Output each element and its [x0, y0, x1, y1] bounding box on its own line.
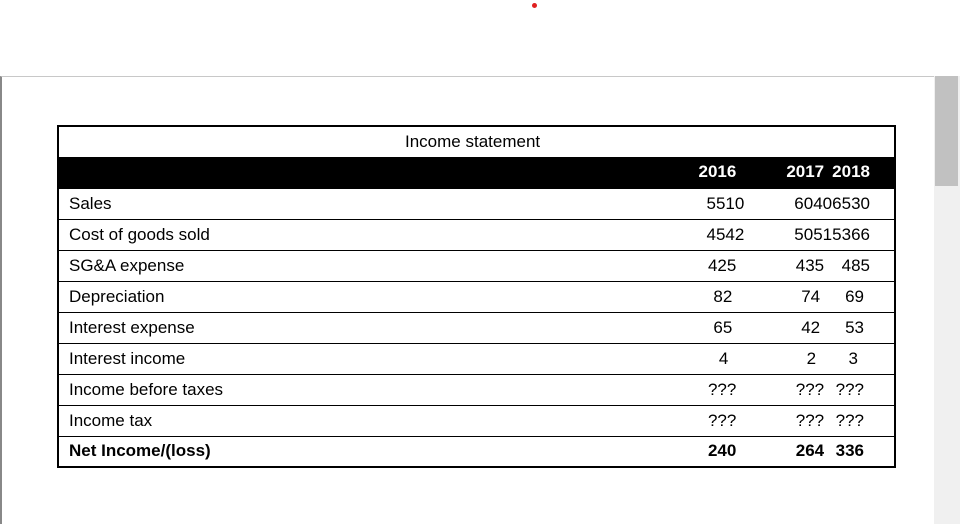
- value-2017: 42: [744, 312, 832, 343]
- row-label: Depreciation: [58, 281, 685, 312]
- value-2017: 2: [744, 343, 832, 374]
- value-2018: ???: [832, 374, 895, 405]
- value-2017: 6040: [744, 188, 832, 219]
- row-label: Cost of goods sold: [58, 219, 685, 250]
- table-row: [58, 281, 895, 312]
- value-2016: ???: [685, 374, 745, 405]
- value-2017: ???: [744, 405, 832, 436]
- table-row: [58, 405, 895, 436]
- row-label: Income before taxes: [58, 374, 685, 405]
- value-2018: 69: [832, 281, 895, 312]
- year-header-2017: 2017: [744, 157, 832, 188]
- year-header-row: [58, 157, 895, 188]
- row-label: Interest income: [58, 343, 685, 374]
- cursor-dot: [532, 3, 537, 8]
- value-2016: 5510: [685, 188, 745, 219]
- row-label: Interest expense: [58, 312, 685, 343]
- table-row: [58, 219, 895, 250]
- scrollbar-thumb[interactable]: [935, 76, 958, 186]
- table-row: [58, 188, 895, 219]
- value-2017: 74: [744, 281, 832, 312]
- value-2016: 4: [685, 343, 745, 374]
- table-row: [58, 312, 895, 343]
- table-row: [58, 250, 895, 281]
- value-2016: 240: [707, 441, 737, 461]
- value-2018: 336: [835, 441, 864, 461]
- value-2018: 53: [832, 312, 895, 343]
- value-2018: 485: [832, 250, 895, 281]
- value-2016: 425: [685, 250, 745, 281]
- value-2016: ???: [685, 405, 745, 436]
- year-header-2016: 2016: [685, 157, 745, 188]
- row-label: Income tax: [58, 405, 685, 436]
- value-2018: 5366: [832, 219, 895, 250]
- row-label: Net Income/(loss): [69, 441, 211, 461]
- header-blank: [58, 157, 685, 188]
- value-2016: 65: [685, 312, 745, 343]
- vertical-scrollbar[interactable]: [934, 76, 960, 524]
- table-row: [58, 343, 895, 374]
- value-2017: 264: [795, 441, 825, 461]
- table-row-total: [58, 436, 895, 467]
- value-2018: 3: [832, 343, 895, 374]
- value-2016: 4542: [685, 219, 745, 250]
- value-2017: 435: [744, 250, 832, 281]
- table-title: Income statement: [405, 132, 541, 151]
- value-2016: 82: [685, 281, 745, 312]
- value-2017: ???: [744, 374, 832, 405]
- table-row: [58, 374, 895, 405]
- year-header-2018: 2018: [832, 157, 895, 188]
- value-2018: 6530: [832, 188, 895, 219]
- table-title-row: [58, 126, 895, 157]
- income-statement-table: [57, 125, 896, 468]
- value-2017: 5051: [744, 219, 832, 250]
- row-label: Sales: [58, 188, 685, 219]
- row-label: SG&A expense: [58, 250, 685, 281]
- value-2018: ???: [832, 405, 895, 436]
